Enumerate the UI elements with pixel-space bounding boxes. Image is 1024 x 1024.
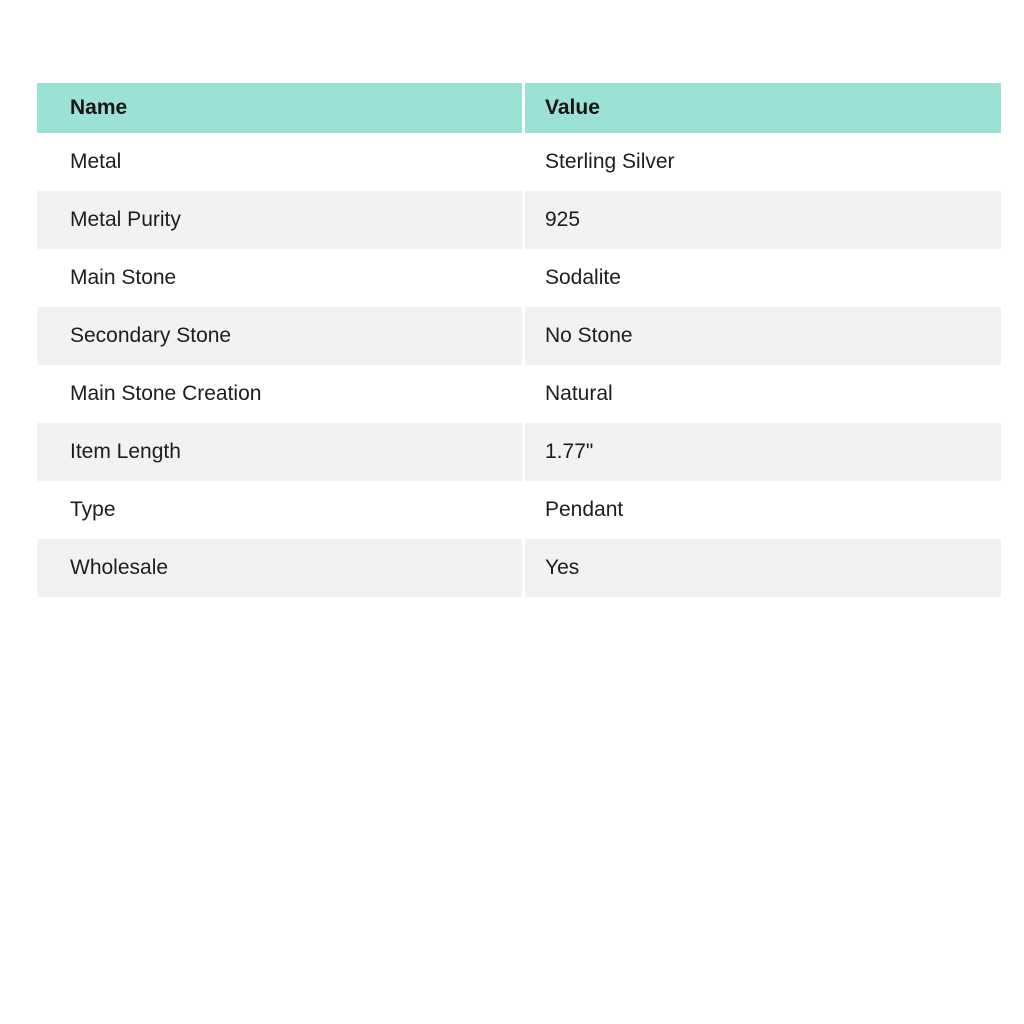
spec-value-cell: Natural [522,365,1001,423]
table-row [37,191,1001,249]
spec-name-cell: Main Stone [70,266,177,289]
table-row [37,539,1001,597]
table-row [37,307,1001,365]
header-row [37,83,1001,133]
table-row [37,249,1001,307]
spec-value-cell: Sodalite [522,249,1001,307]
spec-name-cell: Metal [70,150,122,173]
table-row [37,133,1001,191]
spec-name-cell: Item Length [70,440,181,463]
table-row [37,423,1001,481]
column-header-value: Value [522,83,1001,133]
spec-value-cell: 925 [522,191,1001,249]
spec-name-cell: Type [70,498,116,521]
spec-value-cell: No Stone [522,307,1001,365]
table-header [37,83,1001,133]
table-body [37,133,1001,597]
product-spec-table [37,83,1001,597]
spec-name-cell: Wholesale [70,556,169,579]
column-header-name: Name [37,83,522,133]
spec-name-cell: Metal Purity [70,208,181,231]
spec-name-cell: Main Stone Creation [70,382,262,405]
table-row [37,481,1001,539]
table-row [37,365,1001,423]
spec-value-cell: Sterling Silver [522,133,1001,191]
spec-name-cell: Secondary Stone [70,324,232,347]
spec-value-cell: 1.77" [522,423,1001,481]
spec-value-cell: Pendant [522,481,1001,539]
spec-value-cell: Yes [522,539,1001,597]
